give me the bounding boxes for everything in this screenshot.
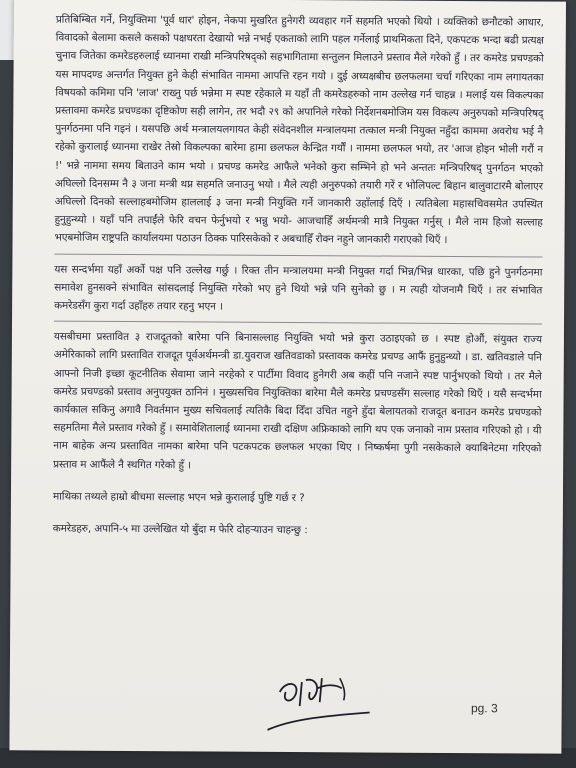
handwritten-signature [259,672,379,743]
document-page [9,0,566,754]
paragraph-3: यसबीचमा प्रस्तावित ३ राजदूतको बारेमा पनि बिनासल्लाह नियुक्ति भयो भन्ने कुरा उठाइएको छ । स्पष्ट होऔं, संयुक्त राज्य अमेरिकाको लागि प्रस्तावित राजदूत पूर्वअर्थमन्त्री डा.युवराज खतिवडाको प्रस्तावक कमरेड प्रचण्ड आफैं हुनुहुन्थ्यो । डा. खतिवडाले पनि आफ्नो निजी इच्छा कूटनीतिक सेवामा जाने नरहेको र पार्टीमा विवाद हुनेगरी अब कहीं पनि नजाने स्पष्ट पार्नुभएको थियो । तर मैले कमरेड प्रचण्डको प्रस्ताव अनुपयुक्त ठानिनं । मुख्यसचिव नियुक्तिका बारेमा मैले कमरेड प्रचण्डसँग सल्लाह गरेको थिएँ । यसै सन्दर्भमा कार्यकाल सकिनु अगावै निवर्तमान मुख्य सचिवलाई त्यतिकै बिदा दिँदा उचित नहुने हुँदा बेलायतको राजदूत बनाउन कमरेड प्रचण्डको सहमतिमा मैले प्रस्ताव गरेको हुँ । समावेशितालाई ध्यानमा राखी दक्षिण अफ्रिकाको लागि थप एक जनाको नाम प्रस्ताव गरिएको हो । यी नाम बाहेक अन्य प्रस्तावित नामका बारेमा पनि पटकपटक छलफल भएका थिए । निष्कर्षमा पुगी नसकेकाले क्याबिनेटमा गरिएको प्रस्ताव म आफैंले नै स्थगित गरेको हुँ । [53,321,542,477]
document-body [53,11,544,541]
paragraph-2: यस सन्दर्भमा यहाँ अर्को पक्ष पनि उल्लेख गर्छु । रिक्त तीन मन्त्रालयमा मन्त्री नियुक्त गर्दा भिन्न/भिन्न धारका, पछि हुने पुनर्गठनमा समावेश हुनसक्ने संभावित सांसदलाई नियुक्ति गरेको भए हुने थियो भन्ने पनि सुनेको छु । म त्यही योजनामै थिएँ । तर संभावित कमरेडसँग कुरा गर्दा उहाँहरु तयार रहनु भएन । [54,253,542,318]
paragraph-4: माथिका तथ्यले हाम्रो बीचमा सल्लाह भएन भन्ने कुरालाई पुष्टि गर्छ र ? [52,490,305,504]
paragraph-5: कमरेडहरु, अपानि-५ मा उल्लेखित यो बुँदा म फेरि दोहऱ्याउन चाहन्छु : [52,522,308,537]
paragraph-1: प्रतिबिम्बित गर्ने, नियुक्तिमा 'पूर्व धार' होइन, नेकपा मुखरित हुनेगरी व्यवहार गर्ने सहमति भएको थियो । व्यक्तिको छनौटको आधार, विवादको बेलामा कसले कसको पक्षधरता देखायो भन्ने नभई एकताको लागि पहल गर्नेलाई प्राथमिकता दिने, एकपटक भन्दा बढी प्रत्यक्ष चुनाव जितेका कमरेडहरुलाई ध्यानमा राखी मन्त्रिपरिषद्को सहभागितामा सन्तुलन मिलाउने प्रस्ताव मैले गरेको हुँ । तर कमरेड प्रचण्डको यस मापदण्ड अन्तर्गत नियुक्त हुने केही संभावित नाममा आपत्ति रहन गयो । दुई अध्यक्षबीच छलफलमा चर्चा गरिएका नाम लगायतका विषयको कमिमा पनि 'लाज' राख्नु पर्छ भन्नेमा म स्पष्ट रहेकाले म यहाँ ती कमरेडहरुको नाम उल्लेख गर्न चाहन्न । मलाई यस विकल्पका प्रस्तावमा कमरेड प्रचण्डका दृष्टिकोण सही लागेन, तर भदौ २९ को अपानिले गरेको निर्देशनबमोजिम यस विकल्प अनुरुपको मन्त्रिपरिषद् पुनर्गठनमा पनि गइनं । यसपछि अर्थ मन्त्रालयलगायत केही संवेदनशील मन्त्रालयमा तत्काल मन्त्री नियुक्त नहुँदा काममा अवरोध भई नै रहेको कुरालाई ध्यानमा राखेर तेस्रो विकल्पका बारेमा हामा छलफल केन्द्रित गर्यौं । नाममा छलफल भयो, तर 'आज होइन भोली गरौं न !' भन्ने नाममा समय बिताउने काम भयो । प्रचण्ड कमरेड आफैले भनेको कुरा सम्भिने हो भने अन्ततः मन्त्रिपरिषद् पुनर्गठन भएको अघिल्लो दिनसम्म नै ३ जना मन्त्री थप्न सहमति जनाउनु भयो । मैले त्यही अनुरुपको तयारी गरें र भोलिपल्ट बिहान बालुवाटारमै बोलाएर अघिल्लो दिनको सल्लाहबमोजिम हाललाई ३ जना मन्त्री नियुक्ति गर्ने जानकारी उहाँलाई दिएँ । त्यतिबेला महासचिवसमेत उपस्थित हुनुहुन्थ्यो । यहाँ पनि तपाईंले फेरि वचन फेर्नुभयो र भन्नु भयो- आजचाहिँ अर्थमन्त्री मात्रै नियुक्त गर्नुस् । मैले नाम हिजो सल्लाह भएबमोजिम राष्ट्रपति कार्यालयमा पठाउन ठिक्क पारिसकेको र अबचाहिँ रोक्न नहुने जानकारी गराएको थिएँ । [54,13,544,247]
page-number: pg. 3 [470,701,498,716]
